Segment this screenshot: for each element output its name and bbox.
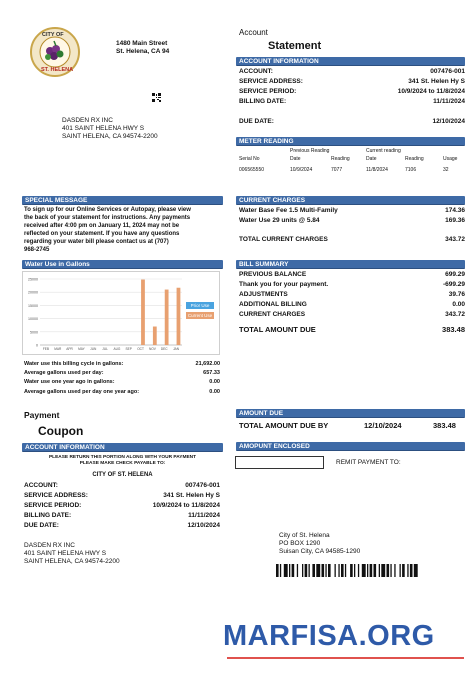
meter-reading-header: METER READING [236, 137, 465, 146]
water-stat-label: Water use one year ago in gallons: [24, 379, 115, 385]
customer-address [62, 117, 158, 141]
summary-row [239, 271, 465, 279]
summary-total-label: TOTAL AMOUNT DUE [239, 325, 316, 334]
chart-x-tick-label: JUN [90, 347, 97, 351]
water-stat-value: 0.00 [209, 379, 220, 385]
barcode-bar [325, 564, 326, 577]
summary-value: 0.00 [452, 301, 465, 308]
water-stat-row [24, 360, 220, 368]
customer-street: 401 SAINT HELENA HWY S [62, 125, 145, 132]
barcode-bar [322, 564, 325, 577]
coupon-row-label: SERVICE PERIOD: [24, 502, 82, 509]
meter-prev-reading: 7077 [331, 167, 343, 173]
payment-label: Payment [24, 410, 60, 420]
water-stat-label: Average gallons used per day one year ago: [24, 389, 140, 395]
meter-usage: 32 [443, 167, 449, 173]
summary-total-row [239, 325, 465, 334]
coupon-row-value: 007476-001 [185, 482, 220, 489]
service-address-row [239, 78, 465, 86]
chart-y-tick-label: 25000 [28, 277, 38, 282]
barcode-bar [338, 564, 339, 577]
billing-date-row [239, 98, 465, 106]
logo-text-bottom: ST. HELENA [41, 67, 74, 73]
barcode-bar [284, 564, 288, 577]
summary-row [239, 301, 465, 309]
remit-line1: City of St. Helena [279, 532, 330, 539]
barcode-bar [297, 564, 298, 577]
legend-prior-use: Prior Use [186, 302, 214, 309]
barcode-bar [407, 564, 408, 577]
summary-row [239, 291, 465, 299]
total-current-charges-label: TOTAL CURRENT CHARGES [239, 236, 328, 243]
coupon-row-label: DUE DATE: [24, 522, 59, 529]
chart-x-tick-label: MAY [78, 347, 85, 351]
total-current-charges-value: 343.72 [445, 236, 465, 243]
water-stat-value: 21,692.00 [195, 361, 220, 367]
remit-line2: PO BOX 1290 [279, 540, 321, 547]
chart-bar-current [141, 280, 145, 345]
barcode-bar [400, 564, 401, 577]
service-period-value: 10/9/2024 to 11/8/2024 [397, 88, 465, 95]
barcode-bar [374, 564, 377, 577]
coupon-row [24, 482, 220, 490]
barcode-bar [345, 564, 346, 577]
chart-y-tick-label: 0 [36, 343, 38, 348]
chart-x-tick-label: NOV [148, 347, 156, 351]
chart-y-tick-label: 20000 [28, 290, 38, 295]
coupon-row-value: 11/11/2024 [188, 512, 220, 519]
coupon-row-label: ACCOUNT: [24, 482, 58, 489]
special-line: reflected on your statement. If you have any questions [24, 231, 180, 237]
water-stat-row [24, 388, 220, 396]
coupon-customer-name: DASDEN RX INC [24, 542, 75, 549]
barcode-bar [402, 564, 405, 577]
service-period-row [239, 88, 465, 96]
coupon-row [24, 502, 220, 510]
meter-col-curr-date: Date [366, 156, 377, 162]
coupon-row-label: BILLING DATE: [24, 512, 72, 519]
charge-label: Water Use 29 units @ 5.84 [239, 217, 320, 224]
meter-col-prev-date: Date [290, 156, 301, 162]
statement-title: Statement [268, 40, 322, 52]
logo-text-top: CITY OF [42, 32, 64, 38]
summary-value: 343.72 [445, 311, 465, 318]
coupon-payable-to: CITY OF ST. HELENA [92, 472, 153, 478]
summary-row [239, 311, 465, 319]
amount-due-label: TOTAL AMOUNT DUE BY [239, 421, 329, 430]
chart-x-tick-label: MAR [54, 347, 62, 351]
barcode [276, 564, 462, 577]
barcode-bar [381, 564, 385, 577]
barcode-bar [316, 564, 320, 577]
barcode-bar [280, 564, 281, 577]
special-message-text [24, 206, 191, 254]
due-date-row [239, 118, 465, 126]
chart-x-tick-label: OCT [137, 347, 144, 351]
coupon-label: Coupon [38, 424, 84, 438]
meter-col-curr-reading: Reading [405, 156, 424, 162]
meter-group-current: Current reading [366, 148, 401, 154]
total-current-charges-row [239, 236, 465, 244]
coupon-row-value: 341 St. Helen Hy S [163, 492, 220, 499]
meter-col-prev-reading: Reading [331, 156, 350, 162]
barcode-bar [302, 564, 303, 577]
account-info-header: ACCOUNT INFORMATION [236, 57, 465, 66]
summary-label: PREVIOUS BALANCE [239, 271, 307, 278]
city-address-line2: St. Helena, CA 94 [116, 48, 170, 55]
barcode-bar [292, 564, 295, 577]
due-date-label: DUE DATE: [239, 118, 274, 125]
coupon-row [24, 492, 220, 500]
coupon-customer-street: 401 SAINT HELENA HWY S [24, 550, 107, 557]
summary-value: 699.29 [445, 271, 465, 278]
summary-total-value: 383.48 [442, 325, 465, 334]
chart-bar-current [153, 327, 157, 345]
special-message-header: SPECIAL MESSAGE [22, 196, 223, 205]
bill-summary-header: BILL SUMMARY [236, 260, 465, 269]
legend-current-use: Current Use [187, 313, 213, 318]
meter-col-usage: Usage [443, 156, 458, 162]
coupon-return-line1: PLEASE RETURN THIS PORTION ALONG WITH YOUR PAYMENT [48, 455, 197, 460]
city-address-line1: 1480 Main Street [116, 40, 168, 47]
remit-line3: Suisan City, CA 94585-1290 [279, 548, 361, 555]
summary-label: CURRENT CHARGES [239, 311, 306, 318]
water-stat-label: Water use this billing cycle in gallons: [24, 361, 124, 367]
coupon-row [24, 522, 220, 530]
service-address-value: 341 St. Helen Hy S [408, 78, 465, 85]
barcode-bar [350, 564, 353, 577]
water-stat-value: 657.33 [203, 370, 220, 376]
remit-address [279, 532, 360, 556]
coupon-row-value: 10/9/2024 to 11/8/2024 [152, 502, 220, 509]
water-stat-row [24, 369, 220, 377]
watermark-text: MARFISA.ORG [223, 620, 435, 652]
coupon-return-line2: PLEASE MAKE CHECK PAYABLE TO: [79, 461, 166, 466]
watermark-underline [227, 657, 464, 659]
special-line: 968-2745 [24, 247, 50, 253]
summary-label: ADJUSTMENTS [239, 291, 288, 298]
current-charges-header: CURRENT CHARGES [236, 196, 465, 205]
water-stat-row [24, 378, 220, 386]
chart-bar-current [177, 288, 181, 345]
chart-x-tick-label: SEP [125, 347, 132, 351]
special-line: To sign up for our Online Services or Autopay, please view [24, 207, 191, 213]
barcode-bar [276, 564, 279, 577]
meter-group-previous: Previous Reading [290, 148, 330, 154]
barcode-bar [358, 564, 359, 577]
charge-row [239, 207, 465, 215]
chart-bar-current [165, 290, 169, 345]
barcode-bar [335, 564, 336, 577]
barcode-bar [312, 564, 315, 577]
qr-code [152, 93, 161, 102]
coupon-row-label: SERVICE ADDRESS: [24, 492, 88, 499]
service-period-label: SERVICE PERIOD: [239, 88, 297, 95]
amount-enclosed-header: AMOPUNT ENCLOSED [236, 442, 465, 451]
special-line: the back of your statement for instructions. Any payments [24, 215, 191, 221]
barcode-bar [309, 564, 310, 577]
chart-x-tick-label: APR [66, 347, 73, 351]
meter-col-serial: Serial No [239, 156, 260, 162]
coupon-row [24, 512, 220, 520]
special-line: received after 4:00 pm on January 11, 2024 may not be [24, 223, 180, 229]
account-row [239, 68, 465, 76]
chart-x-tick-label: JUL [102, 347, 108, 351]
barcode-bar [328, 564, 331, 577]
barcode-bar [387, 564, 390, 577]
barcode-bar [379, 564, 380, 577]
barcode-bar [305, 564, 308, 577]
charge-value: 174.36 [445, 207, 465, 214]
barcode-bar [367, 564, 368, 577]
amount-due-value: 383.48 [433, 421, 456, 430]
barcode-bar [394, 564, 395, 577]
city-address [116, 40, 169, 56]
billing-date-label: BILLING DATE: [239, 98, 287, 105]
amount-due-header: AMOUNT DUE [236, 409, 465, 418]
chart-x-tick-label: FEB [42, 347, 50, 351]
water-stat-value: 0.00 [209, 389, 220, 395]
summary-label: ADDITIONAL BILLING [239, 301, 307, 308]
due-date-value: 12/10/2024 [432, 118, 465, 125]
barcode-bar [370, 564, 373, 577]
customer-name: DASDEN RX INC [62, 117, 113, 124]
meter-curr-date: 11/8/2024 [366, 167, 388, 173]
summary-value: -699.29 [442, 281, 465, 288]
barcode-bar [354, 564, 355, 577]
chart-x-tick-label: DEC [160, 347, 168, 351]
service-address-label: SERVICE ADDRESS: [239, 78, 303, 85]
meter-prev-date: 10/9/2024 [290, 167, 313, 173]
amount-enclosed-input[interactable] [235, 456, 324, 469]
water-use-header: Water Use in Gallons [22, 260, 223, 269]
customer-city: SAINT HELENA, CA 94574-2200 [62, 133, 158, 140]
coupon-customer-city: SAINT HELENA, CA 94574-2200 [24, 558, 120, 565]
account-label: Account [239, 28, 268, 37]
coupon-customer-address [24, 542, 120, 566]
water-stat-label: Average gallons used per day: [24, 370, 104, 376]
barcode-bar [390, 564, 391, 577]
city-logo [30, 27, 80, 77]
chart-x-tick-label: AUG [113, 347, 121, 351]
meter-curr-reading: 7106 [405, 167, 417, 173]
charge-value: 169.36 [445, 217, 465, 224]
chart-x-tick-label: JAN [173, 347, 180, 351]
summary-label: Thank you for your payment. [239, 281, 329, 288]
barcode-bar [362, 564, 366, 577]
coupon-account-info-header: ACCOUNT INFORMATION [22, 443, 223, 452]
barcode-bar [410, 564, 413, 577]
account-value: 007476-001 [430, 68, 465, 75]
chart-y-tick-label: 5000 [30, 330, 38, 335]
remit-payment-label: REMIT PAYMENT TO: [336, 459, 401, 466]
barcode-bar [341, 564, 344, 577]
summary-row [239, 281, 465, 289]
meter-serial: 006565550 [239, 167, 265, 173]
special-line: regarding your water bill please contact us at (707) [24, 239, 169, 245]
barcode-bar [289, 564, 290, 577]
amount-due-date: 12/10/2024 [364, 421, 402, 430]
charge-row [239, 217, 465, 225]
summary-value: 39.76 [448, 291, 465, 298]
billing-date-value: 11/11/2024 [433, 98, 465, 105]
coupon-row-value: 12/10/2024 [187, 522, 220, 529]
charge-label: Water Base Fee 1.5 Multi-Family [239, 207, 338, 214]
account-label: ACCOUNT: [239, 68, 273, 75]
chart-y-tick-label: 15000 [28, 303, 38, 308]
barcode-bar [414, 564, 418, 577]
chart-y-tick-label: 10000 [28, 317, 38, 322]
